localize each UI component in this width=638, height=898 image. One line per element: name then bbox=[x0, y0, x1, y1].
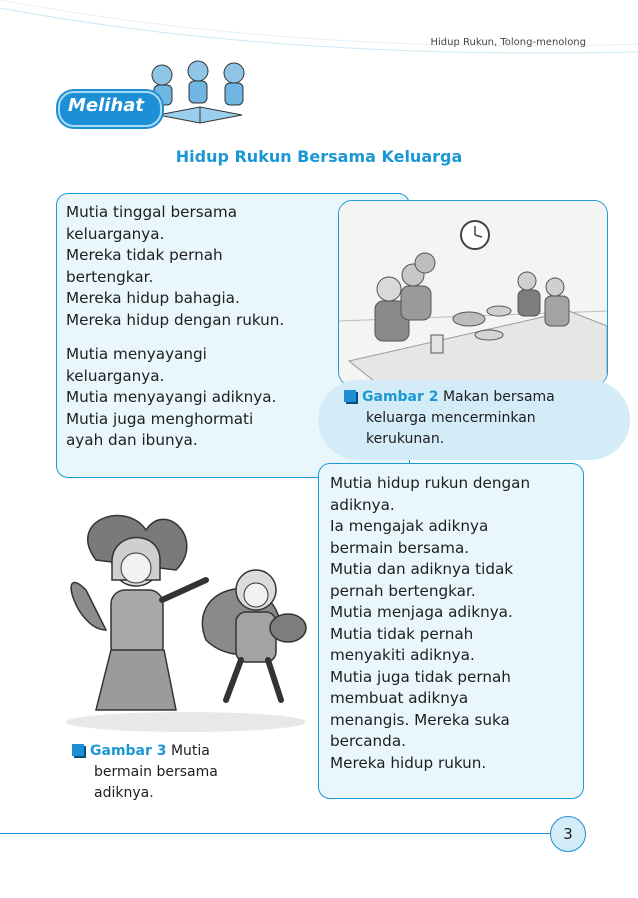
text-line: keluarganya. bbox=[66, 224, 165, 243]
running-head: Hidup Rukun, Tolong-menolong bbox=[430, 37, 586, 48]
caption-line-1 bbox=[72, 741, 218, 762]
text-line: Mutia tinggal bersama bbox=[66, 203, 238, 221]
footer-rule bbox=[0, 833, 550, 834]
text-line: membuat adiknya bbox=[330, 689, 469, 707]
children-playing-illustration bbox=[56, 500, 318, 736]
text-line: Mereka hidup bahagia. bbox=[66, 289, 240, 307]
text-line: Mereka hidup rukun. bbox=[330, 753, 487, 772]
text-line: pernah bertengkar. bbox=[330, 581, 476, 600]
text-line: Mutia dan adiknya tidak bbox=[330, 560, 514, 578]
figure-2-frame bbox=[338, 200, 608, 386]
text-line: Mutia menjaga adiknya. bbox=[330, 603, 513, 621]
caption-text: kerukunan. bbox=[366, 431, 445, 447]
text-line: Mutia juga menghormati bbox=[66, 409, 254, 428]
paragraph-sibling bbox=[330, 473, 530, 774]
caption-bullet-icon bbox=[344, 390, 356, 402]
caption-text: adiknya. bbox=[94, 785, 154, 801]
text-line: menyakiti adiknya. bbox=[330, 646, 475, 664]
page-number: 3 bbox=[550, 816, 586, 852]
figure-3-caption bbox=[72, 741, 218, 804]
family-dinner-illustration bbox=[339, 201, 607, 385]
figure-label: Gambar 2 bbox=[362, 389, 439, 405]
figure-label: Gambar 3 bbox=[90, 743, 167, 759]
text-line: ayah dan ibunya. bbox=[66, 431, 198, 449]
caption-text: Makan bersama bbox=[442, 389, 555, 405]
section-label: Melihat bbox=[68, 95, 145, 116]
caption-line-1 bbox=[344, 387, 555, 408]
paragraph-family-1 bbox=[66, 202, 284, 331]
page-title: Hidup Rukun Bersama Keluarga bbox=[175, 147, 463, 166]
text-line: Ia mengajak adiknya bbox=[330, 517, 489, 535]
text-line: Mutia tidak pernah bbox=[330, 624, 474, 643]
caption-bullet-icon bbox=[72, 744, 84, 756]
text-line: Mereka tidak pernah bbox=[66, 246, 223, 264]
text-line: bercanda. bbox=[330, 732, 406, 750]
text-line: adiknya. bbox=[330, 495, 395, 514]
figure-2-caption bbox=[344, 387, 555, 450]
text-line: Mutia menyayangi adiknya. bbox=[66, 388, 277, 406]
caption-text: keluarga mencerminkan bbox=[366, 410, 536, 426]
header-decoration bbox=[0, 0, 638, 60]
text-line: Mereka hidup dengan rukun. bbox=[66, 310, 285, 329]
text-line: Mutia hidup rukun dengan bbox=[330, 474, 531, 492]
text-line: bermain bersama. bbox=[330, 538, 470, 557]
text-line: menangis. Mereka suka bbox=[330, 710, 510, 729]
text-line: bertengkar. bbox=[66, 267, 154, 286]
text-line: keluarganya. bbox=[66, 366, 165, 385]
caption-text: Mutia bbox=[170, 743, 210, 759]
text-line: Mutia menyayangi bbox=[66, 345, 207, 363]
caption-text: bermain bersama bbox=[94, 764, 218, 780]
paragraph-family-2 bbox=[66, 344, 276, 452]
text-line: Mutia juga tidak pernah bbox=[330, 667, 511, 686]
